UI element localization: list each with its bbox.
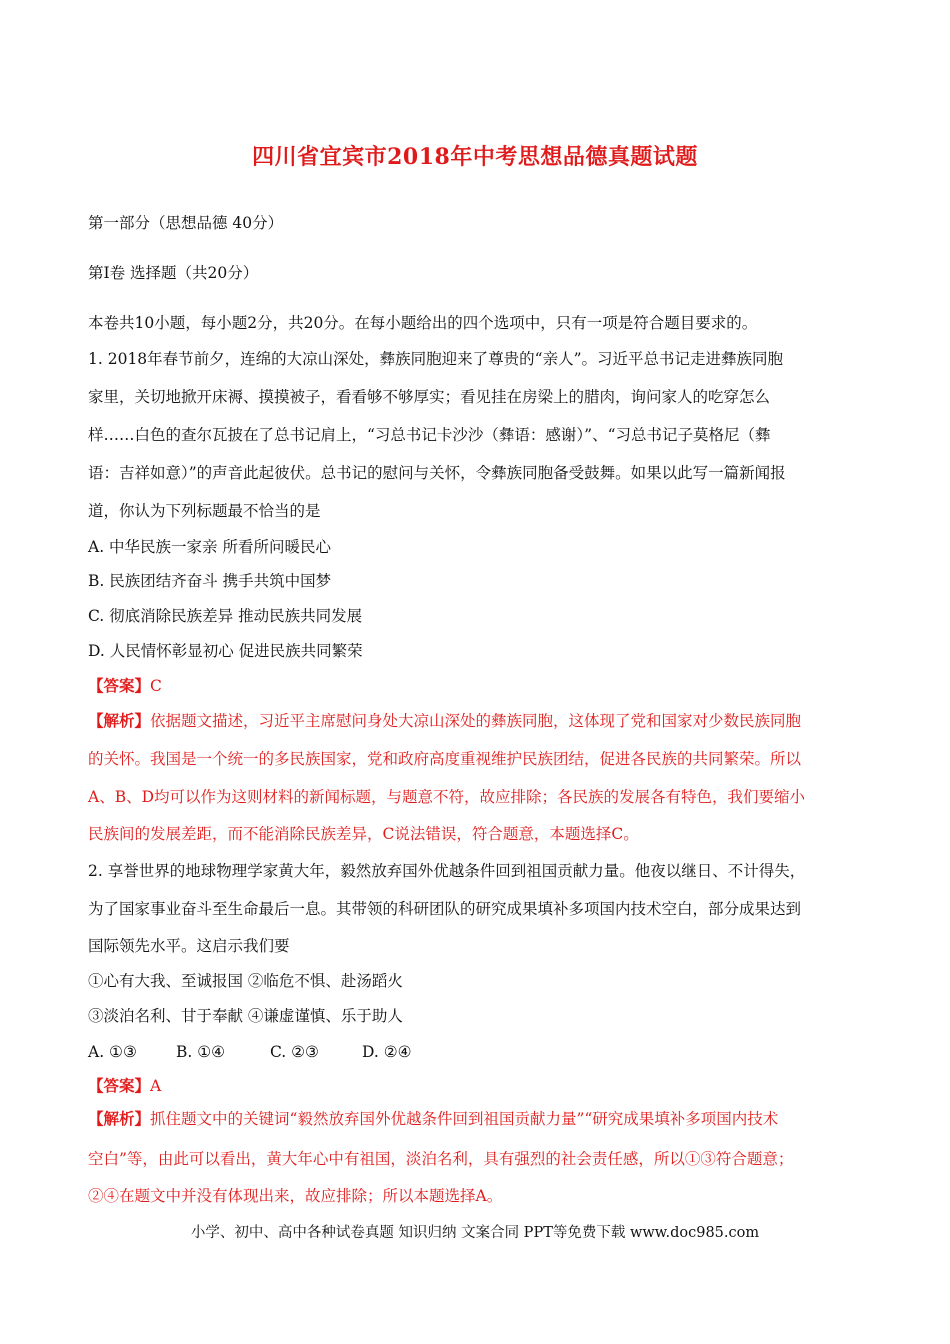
q2-analysis-line xyxy=(88,1108,878,1130)
q2-statement: ①心有大我、至诚报国 ②临危不惧、赴汤蹈火 xyxy=(88,972,403,990)
q2-text-line: 国际领先水平。这启示我们要 xyxy=(88,937,290,955)
q1-analysis-line: 民族间的发展差距，而不能消除民族差异，C说法错误，符合题意，本题选择C。 xyxy=(88,825,639,843)
answer-label: 【答案】 xyxy=(88,1076,151,1095)
instructions-text: 本卷共10小题，每小题2分，共20分。在每小题给出的四个选项中，只有一项是符合题目要求的。 xyxy=(88,314,758,332)
q1-text-line: 道，你认为下列标题最不恰当的是 xyxy=(88,502,321,520)
q1-option-a: A. 中华民族一家亲 所看所问暖民心 xyxy=(88,538,331,556)
part-heading: 第一部分（思想品德 40分） xyxy=(88,214,284,232)
analysis-text: 抓住题文中的关键词“毅然放弃国外优越条件回到祖国贡献力量”“研究成果填补多项国内技术 xyxy=(150,1110,779,1128)
q2-choice-c: C. ②③ xyxy=(270,1043,319,1061)
analysis-label: 【解析】 xyxy=(88,1109,151,1128)
page-title: 四川省宜宾市2018年中考思想品德真题试题 xyxy=(252,144,698,170)
q2-choice-d: D. ②④ xyxy=(362,1043,412,1061)
answer-value: C xyxy=(150,677,162,695)
q1-text-line: 语：吉祥如意）”的声音此起彼伏。总书记的慰问与关怀，令彝族同胞备受鼓舞。如果以此写一篇新闻报 xyxy=(88,464,786,482)
q1-analysis-line: A、B、D均可以作为这则材料的新闻标题，与题意不符，故应排除；各民族的发展各有特色，我们要缩小 xyxy=(88,788,806,806)
volume-heading: 第Ⅰ卷 选择题（共20分） xyxy=(88,264,259,282)
q2-analysis-line: 空白”等，由此可以看出，黄大年心中有祖国，淡泊名利，具有强烈的社会责任感，所以①③符合题意； xyxy=(88,1150,794,1168)
page-footer: 小学、初中、高中各种试卷真题 知识归纳 文案合同 PPT等免费下载 www.doc985.com xyxy=(190,1225,760,1241)
answer-value: A xyxy=(150,1077,162,1095)
q1-answer xyxy=(88,675,878,697)
q2-text-line: 2. 享誉世界的地球物理学家黄大年，毅然放弃国外优越条件回到祖国贡献力量。他夜以继日、不计得失， xyxy=(88,862,806,880)
answer-label: 【答案】 xyxy=(88,676,151,695)
q1-option-d: D. 人民情怀彰显初心 促进民族共同繁荣 xyxy=(88,642,363,660)
q2-choices xyxy=(88,1041,878,1063)
q1-text-line: 样……白色的查尔瓦披在了总书记肩上，“习总书记卡沙沙（彝语：感谢）”、“习总书记子莫格尼（彝 xyxy=(88,426,771,444)
q1-text-line: 1. 2018年春节前夕，连绵的大凉山深处，彝族同胞迎来了尊贵的“亲人”。习近平总书记走进彝族同胞 xyxy=(88,350,784,368)
q2-choice-b: B. ①④ xyxy=(176,1043,226,1061)
q1-option-b: B. 民族团结齐奋斗 携手共筑中国梦 xyxy=(88,572,332,590)
analysis-label: 【解析】 xyxy=(88,711,151,730)
q1-option-c: C. 彻底消除民族差异 推动民族共同发展 xyxy=(88,607,363,625)
q2-statement: ③淡泊名利、甘于奉献 ④谦虚谨慎、乐于助人 xyxy=(88,1007,403,1025)
q2-analysis-line: ②④在题文中并没有体现出来，故应排除；所以本题选择A。 xyxy=(88,1187,503,1205)
q2-answer xyxy=(88,1075,878,1097)
analysis-text: 依据题文描述，习近平主席慰问身处大凉山深处的彝族同胞，这体现了党和国家对少数民族同胞 xyxy=(150,712,802,730)
q2-text-line: 为了国家事业奋斗至生命最后一息。其带领的科研团队的研究成果填补多项国内技术空白，部分成果达到 xyxy=(88,900,802,918)
q2-choice-a: A. ①③ xyxy=(88,1043,137,1061)
q1-text-line: 家里，关切地掀开床褥、摸摸被子，看看够不够厚实；看见挂在房梁上的腊肉，询问家人的吃穿怎么 xyxy=(88,388,771,406)
q1-analysis-line: 的关怀。我国是一个统一的多民族国家，党和政府高度重视维护民族团结，促进各民族的共同繁荣。所以 xyxy=(88,750,802,768)
q1-analysis-line xyxy=(88,710,878,732)
